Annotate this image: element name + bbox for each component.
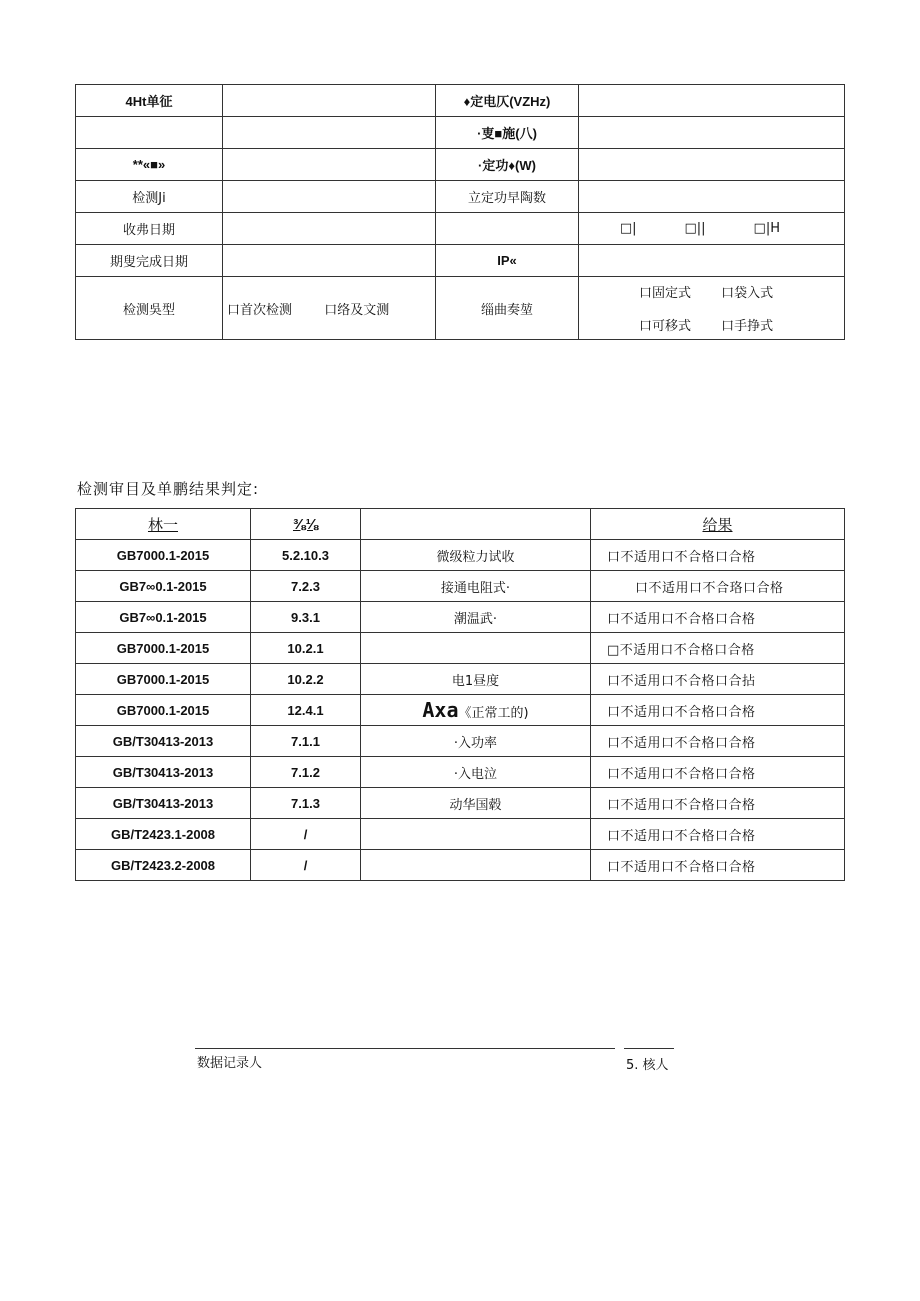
standard-cell: GB7∞0.1-2015 bbox=[76, 571, 251, 602]
item-cell bbox=[361, 633, 591, 664]
info-value[interactable] bbox=[223, 245, 436, 277]
first-test-checkbox[interactable]: 口首次检测 bbox=[227, 302, 293, 318]
clause-cell: / bbox=[251, 850, 361, 881]
info-label: 4Ht单征 bbox=[76, 85, 223, 117]
info-row bbox=[76, 245, 845, 277]
clause-cell: 9.3.1 bbox=[251, 602, 361, 633]
info-label: 立定功早陶数 bbox=[436, 181, 579, 213]
standard-cell: GB/T2423.1-2008 bbox=[76, 819, 251, 850]
clause-cell: 10.2.2 bbox=[251, 664, 361, 695]
recorder-signature-line[interactable] bbox=[195, 1048, 615, 1049]
info-label: ♦定电仄(VZHz) bbox=[436, 85, 579, 117]
item-cell: 潮温武· bbox=[361, 602, 591, 633]
info-value[interactable] bbox=[579, 245, 845, 277]
info-value[interactable] bbox=[436, 213, 579, 245]
standard-cell: GB/T2423.2-2008 bbox=[76, 850, 251, 881]
install-type-options bbox=[579, 277, 845, 340]
clause-cell: 7.1.3 bbox=[251, 788, 361, 819]
info-label: ·定功♦(W) bbox=[436, 149, 579, 181]
header-result: 给果 bbox=[591, 509, 845, 540]
clause-cell: 10.2.1 bbox=[251, 633, 361, 664]
result-options[interactable]: 口不适用口不合格口合格 bbox=[591, 850, 845, 881]
standard-cell: GB7000.1-2015 bbox=[76, 664, 251, 695]
item-cell: 动华国毂 bbox=[361, 788, 591, 819]
results-table bbox=[75, 508, 845, 881]
fixed-checkbox[interactable]: 口固定式 bbox=[639, 286, 692, 301]
info-row bbox=[76, 181, 845, 213]
results-header bbox=[76, 509, 845, 540]
info-row bbox=[76, 277, 845, 340]
handheld-checkbox[interactable]: 口手挣式 bbox=[721, 319, 774, 334]
standard-cell: GB/T30413-2013 bbox=[76, 757, 251, 788]
info-label: IP« bbox=[436, 245, 579, 277]
result-options[interactable]: 口不适用口不合格口合格 bbox=[591, 695, 845, 726]
result-options[interactable]: 口不适用口不合珞口合格 bbox=[591, 571, 845, 602]
result-options[interactable]: □不适用口不合格口合格 bbox=[591, 633, 845, 664]
info-label bbox=[76, 117, 223, 149]
item-cell bbox=[361, 819, 591, 850]
info-value[interactable] bbox=[579, 149, 845, 181]
info-value[interactable] bbox=[223, 85, 436, 117]
recorder-label: 数据记录人 bbox=[197, 1056, 263, 1071]
info-label: 期叟完成日期 bbox=[76, 245, 223, 277]
result-options[interactable]: 口不适用口不合格口合格 bbox=[591, 602, 845, 633]
table-row bbox=[76, 788, 845, 819]
item-code: Axa bbox=[422, 698, 459, 722]
header-clause: ⅜⅛ bbox=[251, 509, 361, 540]
date-day: □|H bbox=[753, 221, 780, 236]
info-value[interactable] bbox=[579, 117, 845, 149]
info-label: 缁曲奏堃 bbox=[436, 277, 579, 340]
clause-cell: / bbox=[251, 819, 361, 850]
standard-cell: GB7000.1-2015 bbox=[76, 695, 251, 726]
date-month: □|| bbox=[684, 221, 706, 236]
item-cell: ·入功率 bbox=[361, 726, 591, 757]
clause-cell: 12.4.1 bbox=[251, 695, 361, 726]
table-row bbox=[76, 664, 845, 695]
result-options[interactable]: 口不适用口不合格口合格 bbox=[591, 819, 845, 850]
header-standard: 林一 bbox=[76, 509, 251, 540]
info-value[interactable] bbox=[223, 213, 436, 245]
info-label: 检测吳型 bbox=[76, 277, 223, 340]
table-row bbox=[76, 633, 845, 664]
info-row bbox=[76, 85, 845, 117]
table-row bbox=[76, 850, 845, 881]
info-value[interactable] bbox=[579, 181, 845, 213]
info-value[interactable] bbox=[223, 149, 436, 181]
item-cell: 电1昼度 bbox=[361, 664, 591, 695]
result-options[interactable]: 口不适用口不合格口合格 bbox=[591, 788, 845, 819]
table-row bbox=[76, 602, 845, 633]
table-row bbox=[76, 540, 845, 571]
table-row bbox=[76, 695, 845, 726]
info-value[interactable] bbox=[223, 117, 436, 149]
result-options[interactable]: 口不适用口不合格口合格 bbox=[591, 540, 845, 571]
date-field[interactable] bbox=[579, 213, 845, 245]
table-row bbox=[76, 571, 845, 602]
result-options[interactable]: 口不适用口不合格口合拈 bbox=[591, 664, 845, 695]
standard-cell: GB/T30413-2013 bbox=[76, 788, 251, 819]
section-title: 检测审目及单鹏结果判定: bbox=[77, 480, 260, 498]
clause-cell: 5.2.10.3 bbox=[251, 540, 361, 571]
info-label: ·叓■施(八) bbox=[436, 117, 579, 149]
clause-cell: 7.2.3 bbox=[251, 571, 361, 602]
standard-cell: GB/T30413-2013 bbox=[76, 726, 251, 757]
table-row bbox=[76, 757, 845, 788]
info-row bbox=[76, 213, 845, 245]
clause-cell: 7.1.2 bbox=[251, 757, 361, 788]
table-row bbox=[76, 726, 845, 757]
item-cell bbox=[361, 850, 591, 881]
result-options[interactable]: 口不适用口不合格口合格 bbox=[591, 757, 845, 788]
info-row bbox=[76, 117, 845, 149]
result-options[interactable]: 口不适用口不合格口合格 bbox=[591, 726, 845, 757]
info-label: 收弗日期 bbox=[76, 213, 223, 245]
embedded-checkbox[interactable]: 口袋入式 bbox=[721, 286, 774, 301]
date-year: □| bbox=[619, 221, 637, 236]
info-value[interactable] bbox=[223, 181, 436, 213]
table-row bbox=[76, 819, 845, 850]
item-cell bbox=[361, 695, 591, 726]
reviewer-label: 5. 核人 bbox=[626, 1058, 669, 1073]
standard-cell: GB7∞0.1-2015 bbox=[76, 602, 251, 633]
retest-checkbox[interactable]: 口络及文测 bbox=[324, 302, 390, 318]
standard-cell: GB7000.1-2015 bbox=[76, 633, 251, 664]
header-item bbox=[361, 509, 591, 540]
sample-info-table bbox=[75, 84, 845, 340]
info-label: **«■» bbox=[76, 149, 223, 181]
item-cell: 微级粒力试收 bbox=[361, 540, 591, 571]
clause-cell: 7.1.1 bbox=[251, 726, 361, 757]
item-cell: 接通电阻式· bbox=[361, 571, 591, 602]
info-value[interactable] bbox=[579, 85, 845, 117]
item-text: 《正常工的) bbox=[458, 706, 529, 721]
reviewer-signature-line[interactable] bbox=[624, 1048, 674, 1049]
item-cell: ·入电泣 bbox=[361, 757, 591, 788]
portable-checkbox[interactable]: 口可移式 bbox=[639, 319, 692, 334]
standard-cell: GB7000.1-2015 bbox=[76, 540, 251, 571]
info-row bbox=[76, 149, 845, 181]
test-type-options bbox=[223, 277, 436, 340]
info-label: 检测Ji bbox=[76, 181, 223, 213]
